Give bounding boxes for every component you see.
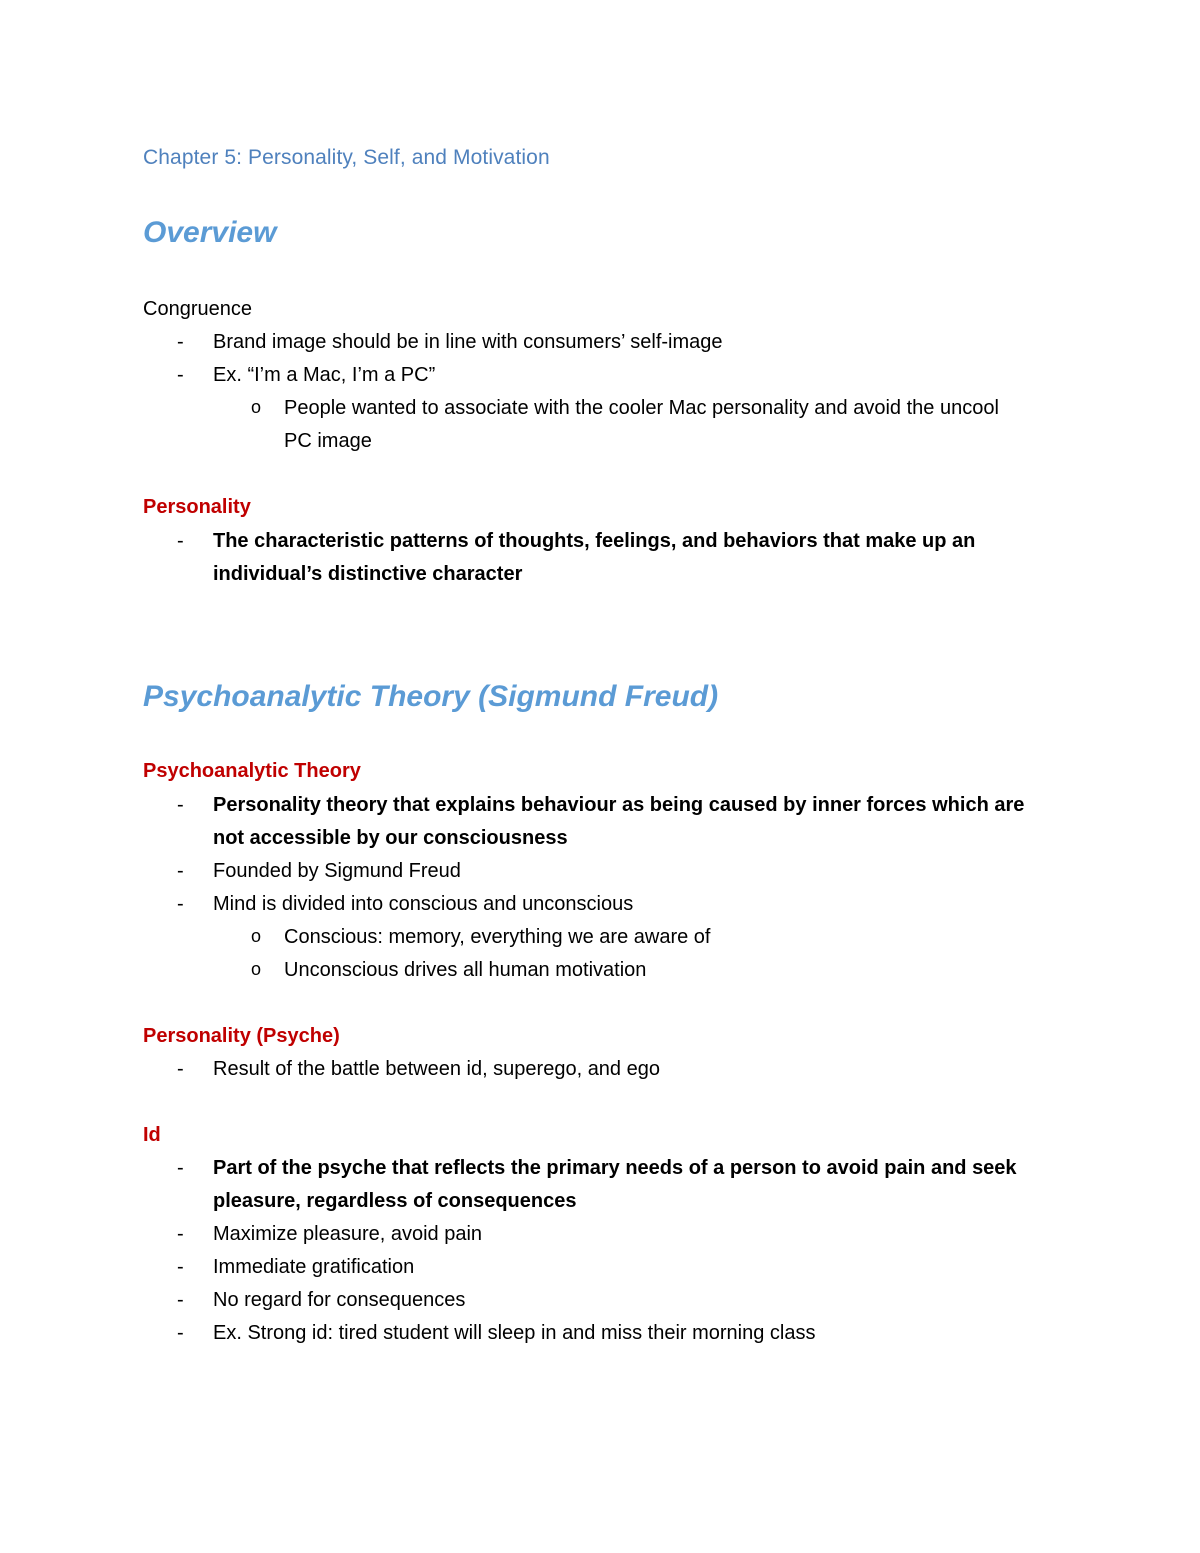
sub-bullet-text: PC image [284,430,372,452]
chapter-title: Chapter 5: Personality, Self, and Motivation [143,146,550,169]
dash-bullet: - [177,1223,184,1245]
dash-bullet: - [177,1322,184,1344]
bullet-text: pleasure, regardless of consequences [213,1190,577,1212]
bullet-text: Immediate gratification [213,1256,415,1278]
bullet-text: The characteristic patterns of thoughts, feelings, and behaviors that make up an [213,530,976,552]
congruence-label: Congruence [143,298,252,320]
bullet-text: not accessible by our consciousness [213,827,568,849]
bullet-text: Part of the psyche that reflects the primary needs of a person to avoid pain and seek [213,1157,1017,1179]
bullet-text: Founded by Sigmund Freud [213,860,461,882]
bullet-text: individual’s distinctive character [213,563,523,585]
bullet-text: No regard for consequences [213,1289,466,1311]
id-label: Id [143,1124,161,1146]
bullet-text: Result of the battle between id, superego, and ego [213,1058,660,1080]
bullet-text: Ex. Strong id: tired student will sleep in and miss their morning class [213,1322,816,1344]
bullet-text: Maximize pleasure, avoid pain [213,1223,483,1245]
dash-bullet: - [177,331,184,353]
bullet-text: Mind is divided into conscious and unconscious [213,893,634,915]
circle-bullet: o [251,959,262,979]
dash-bullet: - [177,1256,184,1278]
circle-bullet: o [251,926,262,946]
bullet-text: Ex. “I’m a Mac, I’m a PC” [213,364,436,386]
bullet-text: Personality theory that explains behaviour as being caused by inner forces which are [213,794,1025,816]
overview-heading: Overview [143,216,277,249]
bullet-text: Brand image should be in line with consumers’ self-image [213,331,723,353]
psychoanalytic-heading: Psychoanalytic Theory (Sigmund Freud) [143,680,719,713]
psyche-label: Personality (Psyche) [143,1025,340,1047]
dash-bullet: - [177,1058,184,1080]
dash-bullet: - [177,530,184,552]
dash-bullet: - [177,893,184,915]
sub-bullet-text: Unconscious drives all human motivation [284,959,647,981]
dash-bullet: - [177,1157,184,1179]
personality-label: Personality [143,496,251,518]
sub-bullet-text: People wanted to associate with the cooler Mac personality and avoid the uncool [284,397,999,419]
circle-bullet: o [251,397,262,417]
dash-bullet: - [177,364,184,386]
dash-bullet: - [177,860,184,882]
dash-bullet: - [177,794,184,816]
sub-bullet-text: Conscious: memory, everything we are aware of [284,926,711,948]
dash-bullet: - [177,1289,184,1311]
psychoanalytic-theory-label: Psychoanalytic Theory [143,760,361,782]
